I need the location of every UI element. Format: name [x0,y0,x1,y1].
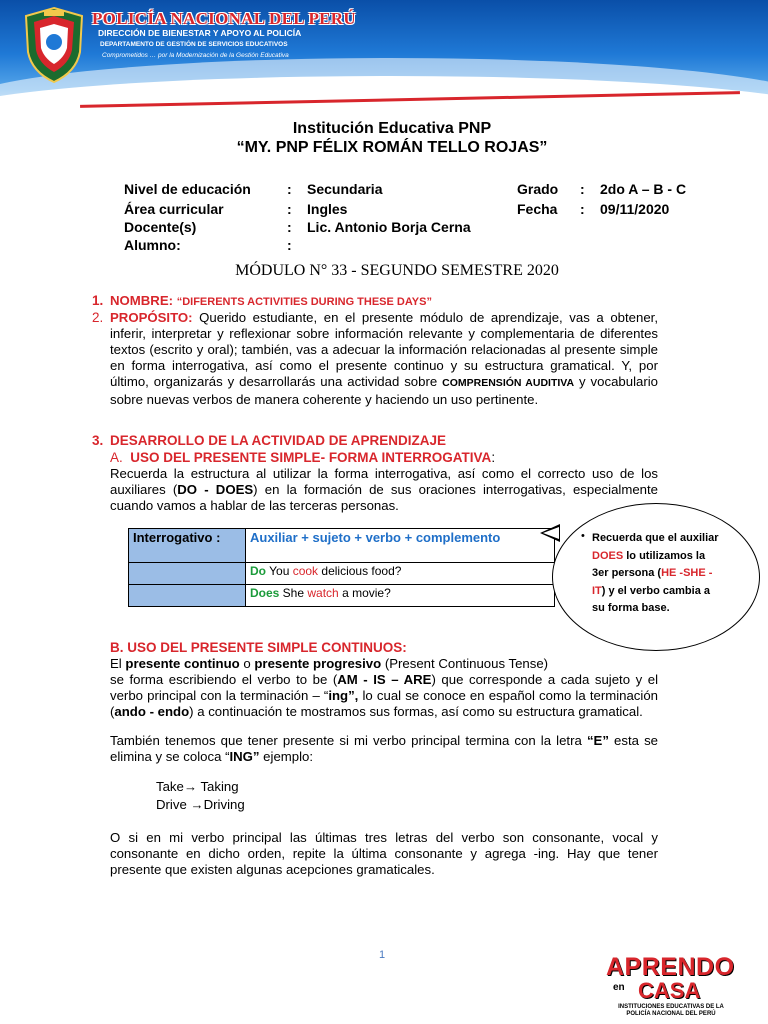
table-header-right: Auxiliar + sujeto + verbo + complemento [246,529,555,563]
institution-line-2: “MY. PNP FÉLIX ROMÁN TELLO ROJAS” [236,139,548,156]
docente-value: Lic. Antonio Borja Cerna [307,219,471,235]
banner-motto: Comprometidos … por la Modernización de la Gestión Educativa [102,52,289,59]
logo-word-2: CASA [638,978,701,1003]
section-b-title: B. USO DEL PRESENTE SIMPLE CONTINUOS: [110,640,407,655]
example-drive: Drive →Driving [156,797,245,812]
fecha-label: Fecha [517,201,558,217]
page-number: 1 [379,949,386,961]
table-row [129,585,555,607]
colon: : [287,201,292,217]
table-cell-example-2: Does She watch a movie? [246,585,555,607]
fecha-value: 09/11/2020 [600,201,670,217]
section-3a-letter: A. [110,450,123,465]
institution-line-1: Institución Educativa PNP [292,120,492,137]
colon: : [287,237,292,253]
colon: : [287,181,292,197]
banner-subtitle-2: DEPARTAMENTO DE GESTIÓN DE SERVICIOS EDUCATIVOS [100,41,288,48]
grado-value: 2do A – B - C [600,181,687,197]
colon: : [580,181,585,197]
table-header-left: Interrogativo : [129,529,246,563]
logo-word-en: en [613,982,625,993]
example-take: Take→ Taking [156,779,239,794]
area-value: Ingles [307,201,348,217]
table-cell-example-1: Do You cook delicious food? [246,563,555,585]
section-b-paragraph-1: El presente continuo o presente progresivo (Present Continuous Tense) [110,656,549,671]
banner-title: POLICÍA NACIONAL DEL PERÚ [92,9,356,28]
colon: : [580,201,585,217]
banner-subtitle-1: DIRECCIÓN DE BIENESTAR Y APOYO AL POLICÍA [98,28,302,38]
callout-text: Recuerda que el auxiliar DOES lo utilizamos la 3er persona (HE -SHE - IT) y el verbo cambia a su forma base. [592,532,719,615]
section-b-paragraph-4: O si en mi verbo principal las últimas tres letras del verbo son consonante, vocal y consonante en dicho orden, repite la última consonante y agrega -ing. Hay que tener presente que existen algunas acepciones gramaticales. [110,830,658,877]
section-3-title: DESARROLLO DE LA ACTIVIDAD DE APRENDIZAJE [110,433,447,448]
nivel-value: Secundaria [307,181,383,197]
module-title: MÓDULO N° 33 - SEGUNDO SEMESTRE 2020 [235,262,559,279]
alumno-label: Alumno: [124,237,181,253]
section-2-label: PROPÓSITO: [110,310,193,325]
police-emblem-icon [22,6,86,84]
section-2-paragraph: PROPÓSITO: Querido estudiante, en el presente módulo de aprendizaje, vas a obtener, inferir, interpretar y reflexionar sobre información relevante y complementaria de diferentes textos (escrito y oral); también, vas a adecuar la información relacionadas al presente simple en forma interrogativa, así como el presente continuo y su estructura gramatical. Y, por último, organizarás y desarrollarás una actividad sobre COMPRENSIÓN AUDITIVA y vocabulario sobre nuevas verbos de manera coherente y haciendo un uso pertinente. [110,310,658,407]
docente-label: Docente(s) [124,219,197,235]
section-3a-heading: A. USO DEL PRESENTE SIMPLE- FORMA INTERROGATIVA: [110,450,496,465]
comprension-auditiva-term: COMPRENSIÓN AUDITIVA [442,376,575,389]
section-1-value: “DIFERENTS ACTIVITIES DURING THESE DAYS” [176,296,432,308]
section-2-number: 2. [92,310,104,325]
bullet-icon: • [581,530,585,542]
header-banner [0,0,768,120]
aprendo-en-casa-logo [606,954,736,1018]
section-b-paragraph-2: se forma escribiendo el verbo to be (AM - IS – ARE) que corresponde a cada sujeto y el verbo principal con la terminación – “ing”, lo cual se conoce en español como la terminación (ando - endo) a continuación te mostramos sus formas, así como su estructura gramatical. [110,672,658,719]
section-1 [110,293,670,311]
section-1-label: NOMBRE: [110,293,174,308]
area-label: Área curricular [124,201,224,217]
logo-caption: INSTITUCIONES EDUCATIVAS DE LA POLICÍA NACIONAL DEL PERÚ [618,1004,724,1017]
section-3a-paragraph: Recuerda la estructura al utilizar la forma interrogativa, así como el correcto uso de los auxiliares (DO - DOES) en la formación de sus oraciones interrogativas, especialmente cuando vamos a hablar de las terceras personas. [110,466,658,513]
table-row [129,563,555,585]
section-1-number: 1. [92,293,104,308]
section-b-paragraph-3: También tenemos que tener presente si mi verbo principal termina con la letra “E” esta se elimina y se coloca “ING” ejemplo: [110,733,658,764]
interrogative-table [128,528,555,607]
section-3-number: 3. [92,433,104,448]
colon: : [287,219,292,235]
section-3a-title: USO DEL PRESENTE SIMPLE- FORMA INTERROGATIVA [130,450,492,465]
nivel-label: Nivel de educación [124,181,251,197]
logo-word-1: APRENDO [606,953,735,981]
table-row [129,529,555,563]
grado-label: Grado [517,181,559,197]
